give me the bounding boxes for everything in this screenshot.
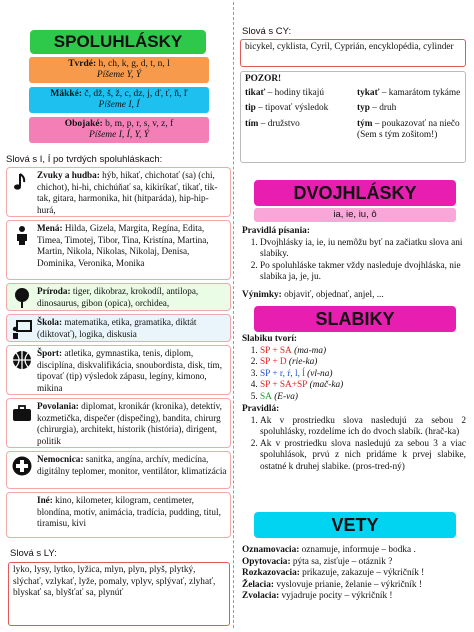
category-nature: [6, 283, 231, 311]
pozor-def: – družstvo: [258, 118, 300, 129]
category-title: Povolania:: [37, 401, 79, 411]
category-title: Nemocnica:: [37, 454, 84, 464]
dvoj-rules: [242, 226, 466, 302]
pozor-def: – hodiny tikajú: [265, 87, 324, 98]
category-other: [6, 492, 231, 538]
hard-words-heading: Slová s I, Í po tvrdých spoluhláskach:: [6, 154, 163, 165]
slab-rule: 2. Ak v prostriedku slova nasledujú za sebou 3 a viac spoluhlások, prvú z nich pridáme k prvej slabike, ostatné k druhej slabike. (pros-tred-ný): [260, 439, 466, 474]
category-words: tiger, dikobraz, krokodíl, antilopa, dinosaurus, gibon (opica), orchidea,: [37, 286, 199, 308]
vety-banner: VETY: [254, 512, 456, 538]
slab-formula: SP + D: [260, 357, 287, 368]
sentence-type: Oznamovacia: oznamuje, informuje – bodka .: [242, 545, 416, 555]
pozor-def: – kamarátom tykáme: [379, 87, 461, 98]
slab-types: [242, 334, 466, 404]
ambiguous-letters: b, m, p, r, s, v, z, f: [102, 119, 174, 129]
pozor-def: – poukazovať na niečo (Sem s tým zošitom!): [357, 118, 460, 141]
category-words: Hilda, Gizela, Margita, Regína, Edita, Timea, Timotej, Tibor, Tina, Kristína, Martina, Martin, Nikola, Nikolas, Nikolaj, Denisa, Dominika, Veronika, Monika: [37, 223, 209, 268]
slab-rules-title: Pravidlá:: [242, 404, 280, 414]
cy-words-box: bicykel, cyklista, Cyril, Cyprián, encyklopédia, cylinder: [240, 39, 466, 67]
slab-example: (rie-ka): [286, 357, 318, 368]
dvojhlasky-list: ia, ie, iu, ô: [254, 208, 456, 222]
tree-icon: [11, 287, 33, 309]
ly-words-heading: Slová s LY:: [10, 548, 57, 559]
ambiguous-label: Obojaké:: [64, 119, 103, 129]
vety-list: [242, 545, 468, 603]
person-icon: [11, 224, 33, 246]
sentence-type: Rozkazovacia: prikazuje, zakazuje – výkričník !: [242, 568, 425, 579]
sport-ball-icon: [11, 349, 33, 371]
pozor-title: POZOR!: [245, 74, 282, 84]
slab-example: (ma-ma): [291, 345, 327, 356]
slab-rule: 1. Ak v prostriedku slova nasledujú za sebou 2 spoluhlásky, rozdelíme ich do dvoch slabík. (hrač-ka): [260, 416, 466, 439]
slab-types-title: Slabiku tvorí:: [242, 334, 298, 344]
dvoj-rule: 2. Po spoluhláske takmer vždy nasleduje dvojhláska, nie slabika ja, je, ju.: [260, 261, 466, 284]
hard-consonants-rule: [29, 57, 209, 83]
category-names: [6, 220, 231, 280]
category-words: atletika, gymnastika, tenis, diplom, disciplína, diskvalifikácia, snoubordista, disk, tím, tipovať (tip) výsledok zápasu, legíny, kimono, mikina: [37, 348, 223, 393]
pozor-def: – tipovať výsledok: [255, 103, 329, 114]
category-words: sanitka, angína, archív, medicína, digitálny teplomer, monitor, ventilátor, klimatizácia: [37, 454, 227, 476]
sentence-type: Želacia: vyslovuje prianie, želanie – výkričník !: [242, 579, 422, 590]
column-divider: [233, 2, 234, 628]
slab-example: (vl-na): [304, 368, 333, 379]
category-title: Zvuky a hudba:: [37, 170, 100, 180]
ly-words-box: lyko, lysy, lytko, lyžica, mlyn, plyn, plyš, plytký, slýchať, vzlykať, lyže, pomaly, vplyv, splývať, zlyhať, blyskať sa, blyšťať sa, plynúť: [8, 562, 230, 626]
medical-cross-icon: [11, 455, 33, 477]
soft-label: Mäkké:: [50, 89, 83, 99]
pozor-row: [245, 119, 461, 142]
pozor-def: – druh: [369, 103, 397, 114]
dvojhlasky-banner: DVOJHLÁSKY: [254, 180, 456, 206]
slab-example: (mač-ka): [307, 380, 344, 391]
pozor-row: [245, 103, 461, 115]
category-words: kino, kilometer, kilogram, centimeter, blondína, motív, animácia, tradícia, pudding, titul, tiramisu, kivi: [37, 495, 221, 528]
soft-consonants-rule: [29, 87, 209, 113]
briefcase-icon: [11, 402, 33, 424]
sentence-type: Zvolacia: vyjadruje pocity – výkričník !: [242, 591, 393, 602]
category-professions: [6, 398, 231, 448]
pozor-word: tím: [245, 118, 259, 129]
category-title: Škola:: [37, 317, 63, 327]
spoluhlasky-banner: SPOLUHLÁSKY: [30, 30, 206, 54]
slab-formula: SP + r, ŕ, l, ĺ: [260, 368, 305, 379]
pozor-word: typ: [357, 103, 370, 114]
slabiky-banner: SLABIKY: [254, 306, 456, 332]
sentence-type: Opytovacia: pýta sa, zisťuje – otáznik ?: [242, 556, 393, 567]
pozor-word: tým: [357, 118, 373, 129]
pozor-word: tikať: [245, 87, 266, 98]
category-title: Príroda:: [37, 286, 71, 296]
category-title: Šport:: [37, 348, 63, 358]
category-title: Iné:: [37, 495, 53, 505]
pozor-box: [240, 71, 466, 163]
hard-label: Tvrdé:: [68, 59, 97, 69]
exceptions-text: objaviť, objednať, anjel, ...: [281, 289, 384, 300]
dvoj-rule: 1. Dvojhlásky ia, ie, iu nemôžu byť na začiatku slova ani slabiky.: [260, 238, 466, 261]
pozor-row: [245, 88, 461, 100]
pozor-word: tykať: [357, 87, 380, 98]
soft-letters: č, dž, š, ž, c, dz, j, ď, ť, ň, ľ: [82, 89, 188, 99]
category-words: diplomat, kronikár (kronika), detektív, kozmetička, dispečer (dispečing), bandita, chirurg (chirurgia), architekt, historik (história), dirigent, politik: [37, 401, 222, 446]
slab-rules: [242, 404, 466, 474]
category-school: [6, 314, 231, 342]
category-title: Mená:: [37, 223, 63, 233]
dvoj-rules-title: Pravidlá písania:: [242, 226, 310, 236]
cy-words-heading: Slová s CY:: [242, 26, 292, 37]
category-music: [6, 167, 231, 217]
slab-formula: SP + SA+SP: [260, 380, 308, 391]
slab-example: (E-va): [271, 391, 298, 402]
category-words: matematika, etika, gramatika, diktát (diktovať), logika, diskusia: [37, 317, 197, 339]
slab-formula: SP + SA: [260, 345, 292, 356]
ambiguous-consonants-rule: [29, 117, 209, 143]
hard-write-rule: Píšeme Y, Ý: [96, 70, 142, 80]
music-note-icon: [11, 171, 33, 193]
category-sport: [6, 345, 231, 395]
slab-formula: SA: [260, 391, 272, 402]
teacher-board-icon: [11, 318, 33, 340]
category-words: hýb, hikať, chichotať (sa) (chi, chichot), hi-hi, chichúňať sa, kikiríkať, tikať, tik-tak, gitara, harmonika, hit (hitparáda), hip-hip-hurá,: [37, 170, 218, 215]
exceptions-label: Výnimky:: [242, 289, 282, 300]
hard-letters: h, ch, k, g, d, t, n, l: [96, 59, 170, 69]
pozor-word: tip: [245, 103, 256, 114]
ambiguous-write-rule: Píšeme I, Í, Y, Ý: [88, 130, 150, 140]
soft-write-rule: Píšeme I, Í: [98, 100, 140, 110]
category-hospital: [6, 451, 231, 489]
